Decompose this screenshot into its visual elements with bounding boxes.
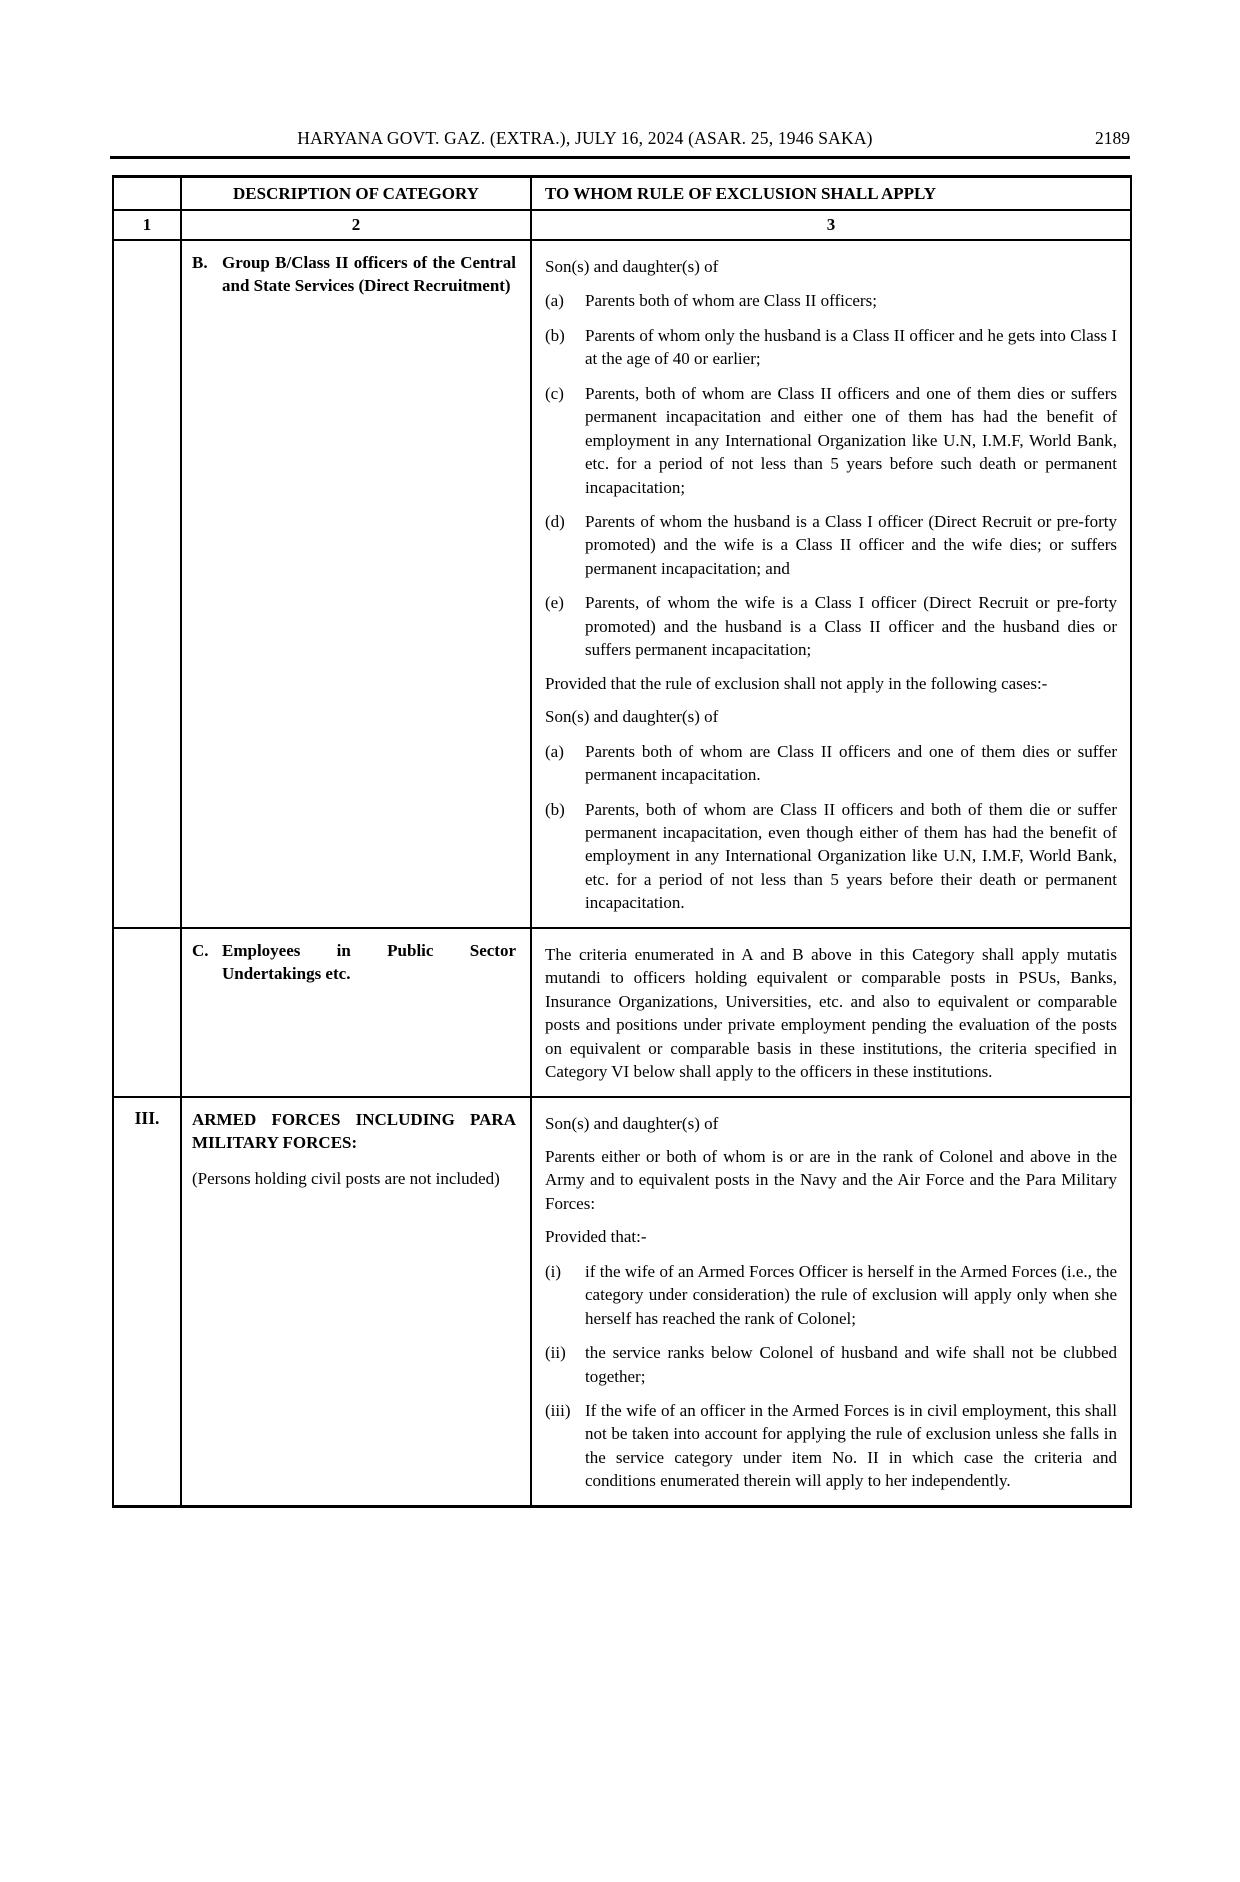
clause-marker: (a) xyxy=(545,741,564,761)
column-number-3: 3 xyxy=(531,210,1131,239)
page-title: HARYANA GOVT. GAZ. (EXTRA.), JULY 16, 2024 (ASAR. 25, 1946 SAKA) xyxy=(297,128,873,148)
serial-cell: III. xyxy=(113,1097,181,1507)
details-cell xyxy=(531,1097,1131,1507)
clause-marker: (i) xyxy=(545,1261,562,1281)
clause-text: Parents both of whom are Class II officers; xyxy=(585,291,877,311)
header-cell-serial xyxy=(113,177,181,211)
category-entry xyxy=(192,939,516,986)
clause-item xyxy=(545,510,1117,580)
category-title: ARMED FORCES INCLUDING PARA MILITARY FORCES: xyxy=(192,1109,516,1152)
column-number-2: 2 xyxy=(181,210,531,239)
clause-item xyxy=(545,1260,1117,1330)
header-cell-rule-apply: TO WHOM RULE OF EXCLUSION SHALL APPLY xyxy=(531,177,1131,211)
header-rule xyxy=(110,156,1130,159)
details-cell xyxy=(531,928,1131,1097)
clause-item xyxy=(545,289,1117,312)
details-paragraph: Son(s) and daughter(s) of xyxy=(545,256,719,276)
category-cell xyxy=(181,928,531,1097)
running-header xyxy=(110,128,1130,149)
column-number-1: 1 xyxy=(113,210,181,239)
category-title: Group B/Class II officers of the Central and State Services (Direct Recruitment) xyxy=(222,252,516,296)
clause-text: Parents both of whom are Class II officers and one of them dies or suffer permanent incapacitation. xyxy=(585,741,1117,785)
details-cell xyxy=(531,240,1131,928)
details-paragraph: The criteria enumerated in A and B above in this Category shall apply mutatis mutandi to officers holding equivalent or comparable posts in PSUs, Banks, Insurance Organizations, Universities, etc. and also to equivalent or comparable posts and positions under private employment pending the evaluation of the posts on equivalent or comparable basis in these institutions, the criteria specified in Category VI below shall apply to the officers in these institutions. xyxy=(545,944,1117,1082)
clause-marker: (b) xyxy=(545,799,565,819)
details-paragraph: Parents either or both of whom is or are in the rank of Colonel and above in the Army and to equivalent posts in the Navy and the Air Force and the Para Military Forces: xyxy=(545,1146,1117,1213)
details-paragraph: Son(s) and daughter(s) of xyxy=(545,1113,719,1133)
table-row xyxy=(113,240,1131,928)
clause-item xyxy=(545,1399,1117,1493)
table-header-row xyxy=(113,177,1131,211)
category-table-body xyxy=(113,177,1131,1507)
clause-marker: (b) xyxy=(545,325,565,345)
page-number: 2189 xyxy=(1095,128,1130,148)
clause-marker: (c) xyxy=(545,383,564,403)
clause-item xyxy=(545,324,1117,371)
clause-text: if the wife of an Armed Forces Officer is herself in the Armed Forces (i.e., the category under consideration) the rule of exclusion will apply only when she herself has reached the rank of Colonel; xyxy=(585,1261,1117,1328)
clause-marker: (ii) xyxy=(545,1343,566,1363)
clause-marker: (a) xyxy=(545,291,564,311)
details-paragraph: Provided that the rule of exclusion shall not apply in the following cases:- xyxy=(545,673,1048,693)
table-row xyxy=(113,1097,1131,1507)
clause-item xyxy=(545,382,1117,499)
clause-item xyxy=(545,1341,1117,1388)
category-note: (Persons holding civil posts are not included) xyxy=(192,1169,500,1189)
clause-text: Parents of whom the husband is a Class I officer (Direct Recruit or pre-forty promoted) and the wife is a Class II officer and the wife dies; or suffers permanent incapacitation; and xyxy=(585,511,1117,578)
clause-text: the service ranks below Colonel of husband and wife shall not be clubbed together; xyxy=(585,1343,1117,1386)
column-number-row xyxy=(113,210,1131,239)
category-table xyxy=(112,175,1132,1508)
gazette-page xyxy=(0,128,1240,1882)
category-cell xyxy=(181,1097,531,1507)
serial-cell xyxy=(113,928,181,1097)
clause-item xyxy=(545,740,1117,787)
clause-marker: (d) xyxy=(545,511,565,531)
header-cell-description: DESCRIPTION OF CATEGORY xyxy=(181,177,531,211)
clause-text: Parents, of whom the wife is a Class I officer (Direct Recruit or pre-forty promoted) and the husband is a Class II officer and the husband dies or suffers permanent incapacitation; xyxy=(585,593,1117,660)
category-letter: C. xyxy=(192,940,209,960)
clause-marker: (iii) xyxy=(545,1401,571,1421)
serial-cell xyxy=(113,240,181,928)
clause-item xyxy=(545,798,1117,915)
clause-text: If the wife of an officer in the Armed Forces is in civil employment, this shall not be taken into account for applying the rule of exclusion unless she falls in the service category under item No. II in which case the criteria and conditions enumerated therein will apply to her independently. xyxy=(585,1401,1117,1491)
details-paragraph: Son(s) and daughter(s) of xyxy=(545,707,719,727)
table-row xyxy=(113,928,1131,1097)
category-entry xyxy=(192,251,516,298)
clause-text: Parents, both of whom are Class II officers and both of them die or suffer permanent incapacitation, even though either of them has had the benefit of employment in any International Organization like U.N, I.M.F, World Bank, etc. for a period of not less than 5 years before their death or permanent incapacitation. xyxy=(585,799,1117,913)
clause-item xyxy=(545,591,1117,661)
clause-text: Parents of whom only the husband is a Class II officer and he gets into Class I at the age of 40 or earlier; xyxy=(585,325,1117,369)
category-title: Employees in Public Sector Undertakings etc. xyxy=(222,940,516,984)
category-cell xyxy=(181,240,531,928)
clause-text: Parents, both of whom are Class II officers and one of them dies or suffers permanent incapacitation and either one of them has had the benefit of employment in any International Organization like U.N, I.M.F, World Bank, etc. for a period of not less than 5 years before such death or permanent incapacitation; xyxy=(585,383,1117,497)
clause-marker: (e) xyxy=(545,593,564,613)
category-letter: B. xyxy=(192,252,208,272)
details-paragraph: Provided that:- xyxy=(545,1227,647,1247)
